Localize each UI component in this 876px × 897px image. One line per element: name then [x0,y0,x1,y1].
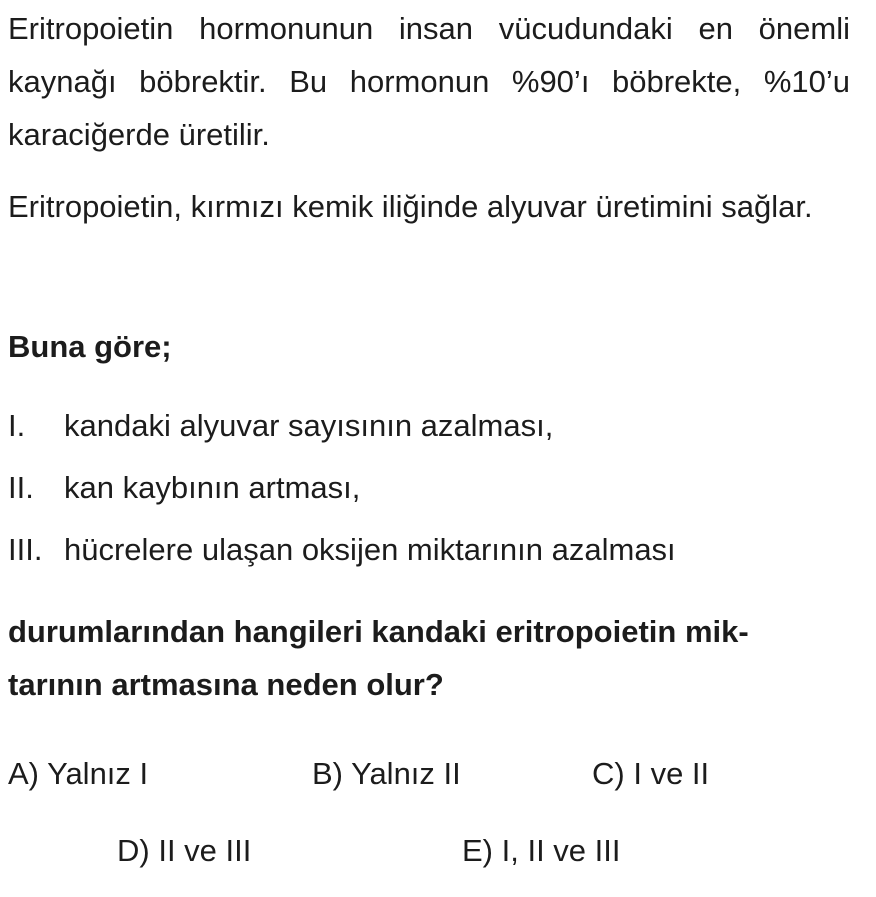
question-line-2: tarının artmasına neden olur? [8,667,444,702]
statement-text: hücrelere ulaşan oksijen miktarının azalması [64,532,676,567]
question-stem: Buna göre; [8,329,172,364]
option-text: Yalnız I [47,756,149,791]
question-text [8,605,850,711]
option-d[interactable] [117,831,251,871]
option-label: E) [462,833,493,868]
statement-number: II. [8,470,34,505]
option-label: B) [312,756,343,791]
option-text: Yalnız II [351,756,461,791]
option-e[interactable] [462,831,621,871]
statement-text: kandaki alyuvar sayısının azalması, [64,408,554,443]
intro-paragraph-1: Eritropoietin hormonunun insan vücudundaki en önemli kaynağı böbrektir. Bu hormonun %90’ı böbrekte, %10’u karaciğerde üretilir. [8,11,850,152]
option-b[interactable] [312,754,461,794]
statement-number: I. [8,408,26,443]
statement-1 [8,406,553,446]
option-label: C) [592,756,625,791]
statement-2 [8,468,360,508]
option-text: II ve III [158,833,252,868]
statement-3 [8,530,676,570]
option-text: I, II ve III [501,833,621,868]
option-label: D) [117,833,150,868]
statement-text: kan kaybının artması, [64,470,361,505]
question-page [8,0,850,897]
statement-number: III. [8,532,43,567]
option-c[interactable] [592,754,709,794]
question-line-1: durumlarından hangileri kandaki eritropoietin mik- [8,614,749,649]
intro-paragraph-2: Eritropoietin, kırmızı kemik iliğinde alyuvar üretimini sağlar. [8,189,813,224]
option-text: I ve II [633,756,710,791]
option-a[interactable] [8,754,148,794]
option-label: A) [8,756,39,791]
